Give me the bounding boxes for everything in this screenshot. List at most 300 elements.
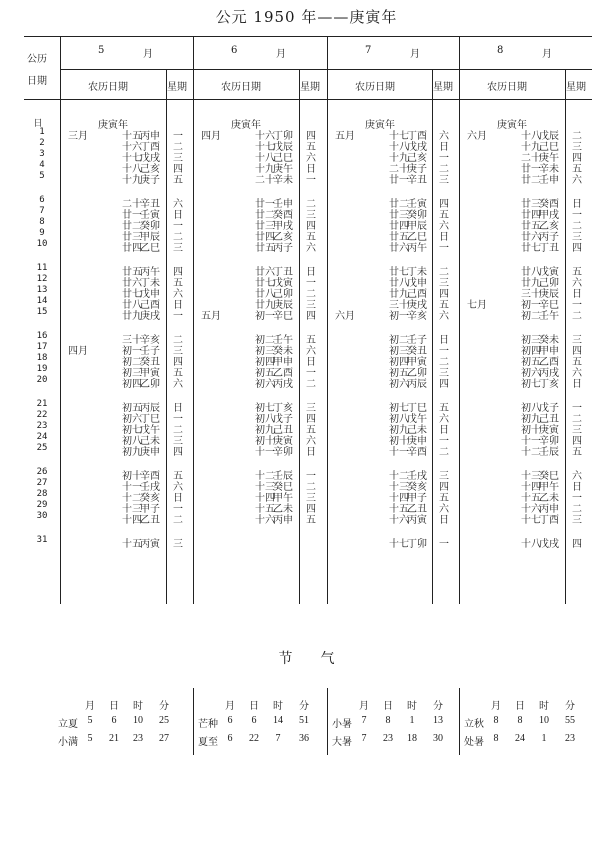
weekday: 六: [306, 243, 316, 255]
solar-terms-header: 月: [85, 701, 95, 712]
weekday: 六: [306, 436, 316, 448]
lunar-day: 十一: [521, 436, 541, 448]
header-weekday: 星期: [300, 82, 320, 93]
ganzhi: 己酉: [140, 300, 160, 312]
solar-term-value: 27: [159, 733, 169, 744]
weekday: 三: [173, 436, 183, 448]
ganzhi: 丁亥: [273, 403, 293, 414]
weekday: 三: [306, 403, 316, 414]
ganzhi: 戊寅: [539, 267, 559, 278]
ganzhi: 丙戌: [273, 379, 293, 391]
lunar-day: 初十: [255, 436, 275, 448]
weekday: 三: [572, 232, 582, 244]
lunar-day: 初四: [255, 357, 275, 369]
ganzhi: 乙酉: [273, 368, 293, 380]
weekday: 日: [306, 447, 316, 459]
lunar-day: 初七: [389, 403, 409, 414]
lunar-day: 廿八: [389, 278, 409, 290]
solar-term-name: 小满: [58, 737, 78, 748]
weekday: 四: [306, 311, 316, 323]
day-number: 26: [36, 467, 48, 477]
solar-terms-header: 时: [133, 701, 143, 712]
lunar-day: 廿六: [255, 267, 275, 278]
weekday: 六: [173, 289, 183, 301]
ganzhi: 乙卯: [407, 368, 427, 380]
weekday: 六: [572, 368, 582, 380]
col-divider: [327, 37, 328, 604]
solar-term-value: 6: [111, 715, 117, 726]
lunar-day: 廿一: [389, 175, 409, 187]
solar-term-value: 30: [433, 733, 443, 744]
lunar-day: 初七: [122, 425, 142, 437]
day-number: 21: [36, 399, 48, 409]
year-label: 庚寅年: [365, 120, 395, 131]
col-divider: [193, 37, 194, 604]
weekday: 四: [306, 414, 316, 426]
lunar-day: 十四: [122, 515, 142, 527]
lunar-day: 廿三: [389, 210, 409, 222]
ganzhi: 庚寅: [539, 425, 559, 437]
solar-terms-header: 时: [539, 701, 549, 712]
solar-term-name: 立秋: [464, 719, 484, 730]
ganzhi: 甲戌: [273, 221, 293, 233]
day-number: 6: [39, 195, 45, 205]
solar-term-value: 1: [541, 733, 547, 744]
ganzhi: 乙亥: [273, 232, 293, 244]
lunar-day: 十六: [521, 504, 541, 516]
weekday: 四: [439, 199, 449, 210]
weekday: 五: [572, 447, 582, 459]
weekday: 一: [173, 504, 183, 516]
ganzhi: 庚申: [140, 447, 160, 459]
day-number: 27: [36, 478, 48, 489]
header-month-number: 5: [98, 45, 105, 56]
ganzhi: 壬申: [273, 199, 293, 210]
weekday: 三: [439, 471, 449, 482]
lunar-day: 初八: [389, 414, 409, 426]
weekday: 六: [306, 346, 316, 358]
lunar-day: 十一: [389, 447, 409, 459]
ganzhi: 丙辰: [140, 403, 160, 414]
header-lunar-date: 农历日期: [88, 82, 128, 93]
table-top-rule: [24, 36, 592, 37]
lunar-day: 二十: [255, 175, 275, 187]
day-number: 5: [39, 171, 45, 182]
lunar-day: 三十: [389, 300, 409, 312]
weekday: 三: [439, 278, 449, 290]
weekday: 二: [572, 221, 582, 233]
weekday: 二: [173, 425, 183, 437]
lunar-day: 廿五: [389, 232, 409, 244]
ganzhi: 壬子: [407, 335, 427, 346]
weekday: 三: [439, 368, 449, 380]
header-lunar-date: 农历日期: [487, 82, 527, 93]
ganzhi: 辛卯: [539, 436, 559, 448]
header-month-number: 6: [231, 45, 238, 56]
solar-terms-header: 日: [109, 701, 119, 712]
weekday: 六: [306, 153, 316, 165]
lunar-day: 廿二: [521, 175, 541, 187]
solar-terms-header: 分: [433, 701, 443, 712]
day-number: 18: [36, 353, 48, 364]
weekday: 一: [439, 153, 449, 165]
weekday: 三: [306, 210, 316, 222]
lunar-day: 初五: [521, 357, 541, 369]
ganzhi: 庚申: [407, 436, 427, 448]
weekday: 四: [572, 539, 582, 550]
solar-term-value: 23: [133, 733, 143, 744]
lunar-day: 初三: [521, 335, 541, 346]
lunar-day: 十七: [389, 539, 409, 550]
ganzhi: 戊戌: [407, 142, 427, 154]
weekday: 三: [173, 346, 183, 358]
ganzhi: 乙巳: [407, 232, 427, 244]
lunar-day: 初八: [521, 403, 541, 414]
solar-term-value: 25: [159, 715, 169, 726]
solar-term-value: 18: [407, 733, 417, 744]
weekday: 三: [173, 539, 183, 550]
day-number: 23: [36, 421, 48, 432]
weekday: 日: [439, 515, 449, 527]
ganzhi: 乙丑: [140, 515, 160, 527]
day-number: 14: [36, 296, 48, 307]
solar-term-value: 8: [493, 715, 499, 726]
header-month-number: 8: [497, 45, 504, 56]
ganzhi: 乙巳: [140, 243, 160, 255]
lunar-day: 初三: [389, 346, 409, 358]
lunar-day: 十六: [122, 142, 142, 154]
weekday: 六: [439, 311, 449, 323]
weekday: 二: [439, 164, 449, 176]
weekday: 三: [173, 153, 183, 165]
weekday: 一: [173, 131, 183, 142]
weekday: 日: [439, 425, 449, 437]
weekday: 二: [439, 267, 449, 278]
lunar-day: 十四: [389, 493, 409, 505]
solar-terms-header: 时: [273, 701, 283, 712]
weekday: 三: [572, 425, 582, 437]
ganzhi: 己酉: [407, 289, 427, 301]
ganzhi: 丁未: [140, 278, 160, 290]
lunar-day: 十八: [389, 142, 409, 154]
weekday: 日: [572, 482, 582, 494]
day-number: 13: [36, 285, 48, 296]
ganzhi: 丙子: [273, 243, 293, 255]
col-divider: [459, 37, 460, 604]
ganzhi: 戊辰: [273, 142, 293, 154]
ganzhi: 癸巳: [539, 471, 559, 482]
solar-term-value: 8: [385, 715, 391, 726]
header-riqi: 日期: [27, 76, 47, 87]
weekday: 一: [306, 175, 316, 187]
lunar-day: 十五: [122, 131, 142, 142]
weekday: 四: [173, 447, 183, 459]
header-weekday: 星期: [433, 82, 453, 93]
lunar-day: 初七: [255, 403, 275, 414]
solar-term-value: 10: [539, 715, 549, 726]
weekday: 五: [439, 403, 449, 414]
header-weekday: 星期: [167, 82, 187, 93]
lunar-day: 廿二: [389, 199, 409, 210]
lunar-day: 廿五: [122, 267, 142, 278]
solar-terms-header: 日: [249, 701, 259, 712]
lunar-day: 初二: [521, 311, 541, 323]
col-divider: [60, 37, 61, 604]
weekday: 四: [572, 243, 582, 255]
weekday: 一: [306, 368, 316, 380]
ganzhi: 甲寅: [407, 357, 427, 369]
weekday: 一: [439, 346, 449, 358]
weekday: 二: [173, 335, 183, 346]
lunar-day: 廿三: [122, 232, 142, 244]
ganzhi: 壬午: [273, 335, 293, 346]
lunar-day: 二十: [521, 153, 541, 165]
lunar-day: 十八: [521, 131, 541, 142]
lunar-day: 十五: [389, 504, 409, 516]
weekday: 一: [439, 539, 449, 550]
solar-term-value: 8: [517, 715, 523, 726]
ganzhi: 癸酉: [539, 199, 559, 210]
ganzhi: 乙酉: [539, 357, 559, 369]
ganzhi: 丁巳: [407, 403, 427, 414]
solar-term-value: 10: [133, 715, 143, 726]
weekday: 四: [173, 164, 183, 176]
ganzhi: 己未: [407, 425, 427, 437]
weekday: 一: [439, 243, 449, 255]
weekday: 三: [572, 515, 582, 527]
lunar-day: 初二: [122, 357, 142, 369]
weekday: 五: [439, 493, 449, 505]
lunar-day: 十二: [389, 471, 409, 482]
weekday: 六: [572, 278, 582, 290]
lunar-day: 十八: [255, 153, 275, 165]
solar-term-value: 14: [273, 715, 283, 726]
day-number: 9: [39, 228, 45, 239]
lunar-day: 十二: [255, 471, 275, 482]
weekday: 六: [572, 175, 582, 187]
ganzhi: 甲申: [539, 346, 559, 358]
ganzhi: 癸酉: [273, 210, 293, 222]
lunar-day: 十六: [255, 515, 275, 527]
ganzhi: 戊戌: [539, 539, 559, 550]
lunar-day: 十九: [389, 153, 409, 165]
weekday: 二: [173, 142, 183, 154]
lunar-day: 十九: [255, 164, 275, 176]
ganzhi: 甲午: [539, 482, 559, 494]
week-divider: [432, 70, 433, 604]
ganzhi: 庚辰: [539, 289, 559, 301]
lunar-day: 二十: [122, 199, 142, 210]
ganzhi: 丙申: [539, 504, 559, 516]
ganzhi: 庚寅: [273, 436, 293, 448]
ganzhi: 丁酉: [539, 515, 559, 527]
day-number: 24: [36, 432, 48, 443]
lunar-day: 廿八: [122, 300, 142, 312]
lunar-day: 廿一: [521, 164, 541, 176]
lunar-day: 十四: [255, 493, 275, 505]
ganzhi: 壬寅: [407, 199, 427, 210]
ganzhi: 壬戌: [407, 471, 427, 482]
lunar-day: 廿四: [521, 210, 541, 222]
weekday: 六: [173, 379, 183, 391]
ganzhi: 丙申: [273, 515, 293, 527]
weekday: 六: [173, 199, 183, 210]
lunar-month-label: 六月: [335, 311, 355, 323]
ganzhi: 己丑: [273, 425, 293, 437]
ganzhi: 戊子: [539, 403, 559, 414]
day-number: 4: [39, 160, 45, 171]
lunar-day: 十三: [255, 482, 275, 494]
solar-terms-divider: [193, 688, 194, 755]
solar-term-value: 6: [227, 733, 233, 744]
solar-term-name: 大暑: [332, 737, 352, 748]
solar-term-value: 6: [227, 715, 233, 726]
day-number: 7: [39, 206, 45, 217]
weekday: 四: [439, 482, 449, 494]
solar-term-value: 5: [87, 715, 93, 726]
weekday: 日: [306, 267, 316, 278]
weekday: 三: [572, 142, 582, 154]
day-number: 19: [36, 364, 48, 375]
weekday: 四: [572, 436, 582, 448]
solar-term-name: 芒种: [198, 719, 218, 730]
lunar-day: 初四: [521, 346, 541, 358]
lunar-month-label: 三月: [68, 131, 88, 142]
weekday: 三: [572, 335, 582, 346]
weekday: 六: [439, 131, 449, 142]
ganzhi: 丁亥: [539, 379, 559, 391]
solar-term-value: 36: [299, 733, 309, 744]
lunar-day: 初六: [122, 414, 142, 426]
solar-term-value: 22: [249, 733, 259, 744]
day-number: 29: [36, 500, 48, 511]
lunar-day: 廿九: [255, 300, 275, 312]
weekday: 六: [439, 414, 449, 426]
lunar-month-label: 五月: [335, 131, 355, 142]
ganzhi: 己巳: [539, 142, 559, 154]
lunar-day: 十五: [521, 493, 541, 505]
lunar-day: 廿三: [255, 221, 275, 233]
lunar-day: 初三: [255, 346, 275, 358]
ganzhi: 庚戌: [407, 300, 427, 312]
ganzhi: 甲子: [407, 493, 427, 505]
ganzhi: 戊寅: [273, 278, 293, 290]
lunar-day: 初九: [521, 414, 541, 426]
lunar-day: 廿三: [521, 199, 541, 210]
lunar-day: 廿六: [521, 232, 541, 244]
lunar-month-label: 七月: [467, 300, 487, 312]
ganzhi: 丁巳: [140, 414, 160, 426]
header-month-label: 月: [276, 49, 286, 60]
lunar-day: 十六: [389, 515, 409, 527]
day-number: 1: [39, 127, 45, 137]
lunar-day: 三十: [521, 289, 541, 301]
lunar-day: 十五: [122, 539, 142, 550]
ganzhi: 丁酉: [407, 131, 427, 142]
lunar-day: 十三: [389, 482, 409, 494]
ganzhi: 乙卯: [140, 379, 160, 391]
ganzhi: 乙亥: [539, 221, 559, 233]
solar-term-name: 夏至: [198, 737, 218, 748]
ganzhi: 庚午: [539, 153, 559, 165]
weekday: 四: [306, 131, 316, 142]
weekday: 日: [439, 232, 449, 244]
lunar-day: 廿四: [389, 221, 409, 233]
ganzhi: 丁酉: [140, 142, 160, 154]
ganzhi: 丙戌: [539, 368, 559, 380]
weekday: 一: [439, 436, 449, 448]
ganzhi: 庚子: [140, 175, 160, 187]
lunar-day: 初一: [389, 311, 409, 323]
lunar-day: 十四: [521, 482, 541, 494]
weekday: 日: [306, 164, 316, 176]
page-title: 公元 1950 年——庚寅年: [215, 8, 398, 26]
solar-term-value: 55: [565, 715, 575, 726]
ganzhi: 己巳: [273, 153, 293, 165]
lunar-day: 廿一: [122, 210, 142, 222]
weekday: 日: [439, 142, 449, 154]
weekday: 二: [173, 515, 183, 527]
ganzhi: 癸卯: [407, 210, 427, 222]
lunar-day: 十七: [389, 131, 409, 142]
ganzhi: 乙未: [539, 493, 559, 505]
lunar-day: 廿七: [521, 243, 541, 255]
week-divider: [166, 70, 167, 604]
lunar-month-label: 六月: [467, 131, 487, 142]
ganzhi: 己卯: [273, 289, 293, 301]
weekday: 二: [306, 289, 316, 301]
solar-term-value: 51: [299, 715, 309, 726]
lunar-day: 廿九: [521, 278, 541, 290]
day-number: 12: [36, 274, 48, 285]
weekday: 二: [173, 232, 183, 244]
ganzhi: 己亥: [140, 164, 160, 176]
lunar-day: 初六: [389, 379, 409, 391]
weekday: 二: [306, 199, 316, 210]
ganzhi: 癸未: [273, 346, 293, 358]
day-number: 16: [36, 331, 48, 341]
lunar-day: 廿八: [255, 289, 275, 301]
lunar-month-label: 五月: [201, 311, 221, 323]
ganzhi: 丙寅: [407, 515, 427, 527]
lunar-day: 初四: [122, 379, 142, 391]
solar-term-value: 5: [87, 733, 93, 744]
solar-term-name: 小暑: [332, 719, 352, 730]
lunar-day: 十二: [122, 493, 142, 505]
ganzhi: 壬辰: [273, 471, 293, 482]
day-number: 10: [36, 239, 48, 250]
lunar-day: 十八: [521, 539, 541, 550]
day-number: 8: [39, 217, 45, 228]
day-number: 28: [36, 489, 48, 500]
weekday: 二: [572, 504, 582, 516]
weekday: 五: [306, 425, 316, 437]
ganzhi: 甲寅: [140, 368, 160, 380]
header-weekday: 星期: [566, 82, 586, 93]
weekday: 五: [173, 471, 183, 482]
day-number: 25: [36, 443, 48, 454]
weekday: 日: [572, 289, 582, 301]
lunar-day: 初八: [255, 414, 275, 426]
lunar-day: 廿四: [122, 243, 142, 255]
ganzhi: 壬申: [539, 175, 559, 187]
weekday: 三: [439, 175, 449, 187]
solar-term-value: 1: [409, 715, 415, 726]
ganzhi: 戊午: [140, 425, 160, 437]
ganzhi: 甲申: [273, 357, 293, 369]
lunar-day: 十六: [255, 131, 275, 142]
lunar-day: 初三: [122, 368, 142, 380]
